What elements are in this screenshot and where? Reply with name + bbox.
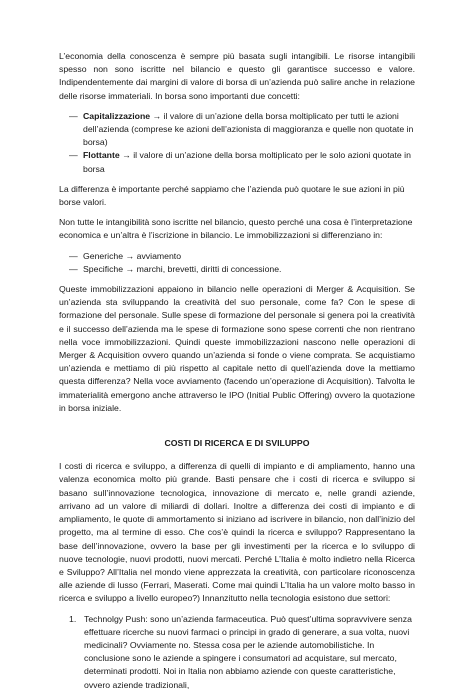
item-number: 1. bbox=[69, 613, 77, 624]
section-title: COSTI DI RICERCA E DI SVILUPPO bbox=[164, 438, 310, 449]
subitem-label: Specifiche bbox=[83, 263, 124, 274]
arrow-icon: → bbox=[152, 110, 162, 121]
dash-bullet: — bbox=[69, 110, 78, 121]
subitem-description: marchi, brevetti, diritti di concessione. bbox=[136, 263, 282, 274]
arrow-icon: → bbox=[125, 263, 135, 274]
concept-term: Capitalizzazione bbox=[83, 110, 151, 121]
concept-capitalizzazione bbox=[69, 110, 415, 150]
arrow-icon: → bbox=[122, 150, 131, 161]
paragraph-difference: La differenza è importante perché sappiamo che l’azienda può quotare le sue azioni in più borse valori. bbox=[59, 183, 405, 208]
dash-bullet: — bbox=[69, 250, 78, 261]
paragraph-intangibles: L’economia della conoscenza è sempre più basata sugli intangibili. Le risorse intangibili spesso non sono iscritte nel bilancio e questo gli garantisce successo e valore. Indipendentemente dai margini di valore di borsa di un’azienda può salire anche in relazione delle risorse immateriali. In borsa sono importanti due concetti: bbox=[59, 51, 415, 101]
subitem-label: Generiche bbox=[83, 250, 124, 261]
concept-description: il valore di un’azione della borsa moltiplicato per tutti le azioni dell’azienda (comprese ke azioni dell’azionista di maggioranza e quelle non quotate in borsa) bbox=[83, 110, 414, 148]
item-text: Technolgy Push: sono un’azienda farmaceutica. Può quest’ultima sopravvivere senza effettuare ricerche su nuovi farmaci o principi in grado di generare, a sua volta, nuovi medicinali? Ovviamente no. Stessa cosa per le aziende automobilistiche. In conclusione sono le aziende a spingere i consumatori ad acquistare, sul mercato, determinati prodotti. Noi in Italia non abbiamo aziende con queste caratteristiche, ovvero aziende tradizionali, bbox=[84, 613, 412, 690]
dash-bullet: — bbox=[69, 150, 78, 161]
concepts-list bbox=[59, 110, 415, 176]
concept-term: Flottante bbox=[83, 150, 120, 161]
paragraph-merger-acquisition: Queste immobilizzazioni appaiono in bilancio nelle operazioni di Merger & Acquisition. Se un’azienda sta sviluppando la creatività del suo personale, come fa? Con le spese di formazione del personale. Sulle spese di formazione del personale si genera poi la creatività e il successo dell’azienda ma le spese di formazione sono spese correnti che non rientrano nella voce immobilizzazioni. Quindi queste immobilizzazioni nascono nelle operazioni di Merger & Acquisition ovvero quando un’azienda si fonde o viene comprata. Se acquistiamo un’azienda e mettiamo di più rispetto al capitale netto di quell’azienda dove la mettiamo questa differenza? Nella voce avviamento (facendo un’operazione di Acquisition). Talvolta le immaterialità emergono anche attraverso le IPO (Initial Public Offering) ovvero la quotazione in borsa iniziale. bbox=[59, 284, 415, 413]
paragraph-intangibility: Non tutte le intangibilità sono iscritte nel bilancio, questo perché una cosa è l’interpretazione economica e un’altra è l’iscrizione in bilancio. Le immobilizzazioni si differenziano in: bbox=[59, 217, 413, 241]
concept-flottante bbox=[69, 149, 415, 175]
subitem-specifiche bbox=[69, 263, 415, 276]
paragraph-research-development: I costi di ricerca e sviluppo, a differenza di quelli di impianto e di ampliamento, hanno una valenza economica molto più grande. Basti pensare che i costi di ricerca e sviluppo si basano sull’innovazione tecnologica, innovazione di mercato e, nelle grandi aziende, arrivano ad un valore di miliardi di dollari. Inoltre a differenza dei costi di impianto e di ampliamento, le quote di ammortamento si iniziano ad iscrivere in bilancio, non dall’inizio del progetto, ma al termine di esso. Che cos’è quindi la ricerca e sviluppo? Rappresentano la base dell’innovazione, ovvero la base per gli investimenti per la ricerca e lo sviluppo di nuove tecnologie, nuovi prodotti, nuovi mercati. Perché L’Italia è molto indietro nella Ricerca e Sviluppo? All’Italia nel mondo viene apprezzata la creatività, con particolare riconoscenza alle aziende di lusso (Ferrari, Maserati. Come mai quindi L’Italia ha un valore molto basso in ricerca e sviluppo a livello europeo?) Innanzitutto nella tecnologia esistono due settori: bbox=[59, 461, 415, 604]
numbered-item-technology-push bbox=[69, 613, 415, 692]
immobilizzazioni-list bbox=[59, 250, 415, 276]
arrow-icon: → bbox=[125, 250, 135, 261]
dash-bullet: — bbox=[69, 263, 78, 274]
subitem-generiche bbox=[69, 250, 415, 263]
subitem-description: avviamento bbox=[136, 250, 182, 261]
concept-description: il valore di un’azione della borsa moltiplicato per le solo azioni quotate in borsa bbox=[83, 150, 411, 174]
